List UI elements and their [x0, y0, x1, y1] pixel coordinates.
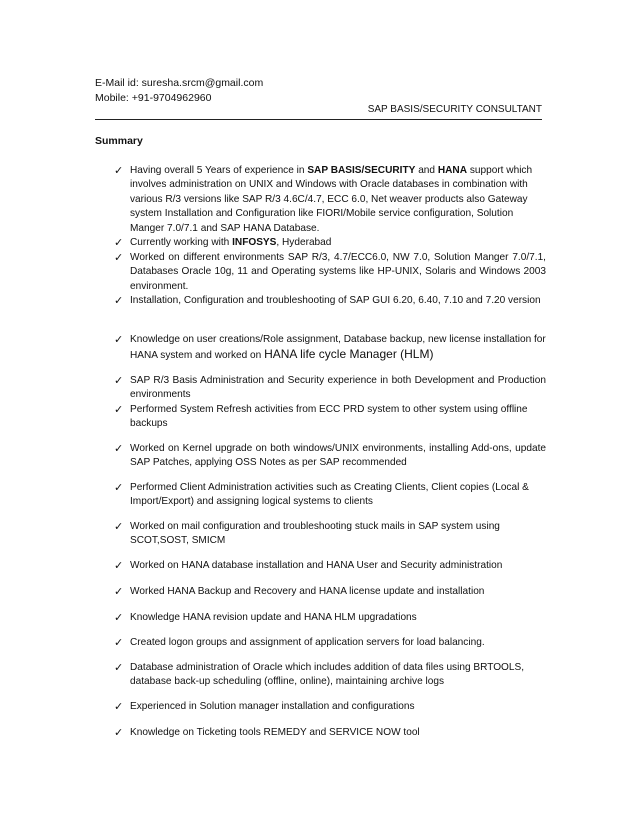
item-text-bold: HANA: [437, 165, 468, 176]
item-text: Installation, Configuration and troubleshooting of SAP GUI 6.20, 6.40, 7.10 and 7.20 version: [130, 295, 541, 306]
item-text: Having overall 5 Years of experience in: [130, 165, 308, 176]
list-item: [114, 164, 546, 236]
item-text: Worked on mail configuration and troubleshooting stuck mails in SAP system using SCOT,SOST, SMICM: [130, 521, 500, 547]
check-icon: ✓: [114, 443, 124, 455]
item-text: Worked on different environments SAP R/3, 4.7/ECC6.0, NW 7.0, Solution Manger 7.0/7.1, Databases Oracle 10g, 11 and Operating systems like HP-UNIX, Solaris and Windows 2003 environment.: [130, 252, 546, 292]
item-text: Knowledge HANA revision update and HANA HLM upgradations: [130, 612, 417, 623]
check-icon: ✓: [114, 237, 124, 249]
summary-heading: Summary: [95, 135, 143, 147]
check-icon: ✓: [114, 482, 124, 494]
check-icon: ✓: [114, 662, 124, 674]
list-item: [114, 700, 546, 714]
list-item: [114, 636, 546, 650]
list-item: [114, 251, 546, 294]
item-text: Worked on Kernel upgrade on both windows/UNIX environments, installing Add-ons, update SAP Patches, applying OSS Notes as per SAP recommended: [130, 443, 546, 469]
check-icon: ✓: [114, 560, 124, 572]
item-text: Performed System Refresh activities from ECC PRD system to other system using offline backups: [130, 404, 528, 430]
item-text-bold: SAP BASIS/SECURITY: [307, 165, 416, 176]
check-icon: ✓: [114, 612, 124, 624]
email-line: E-Mail id: suresha.srcm@gmail.com: [95, 77, 264, 89]
list-item: [114, 661, 546, 690]
check-icon: ✓: [114, 586, 124, 598]
item-text: , Hyderabad: [276, 237, 332, 248]
item-text: support which involves administration on UNIX and Windows with Oracle databases in combination with various R/3 versions like SAP R/3 4.6C/4.7, ECC 6.0, Net weaver products also Gateway system Installation and Configuration like FIORI/Mobile service configuration, Solution Manger 7.0/7.1 and SAP HANA Database.: [130, 165, 533, 234]
list-item: [114, 559, 546, 573]
item-text: Knowledge on user creations/Role assignment, Database backup, new license installation for HANA system and worked on: [130, 334, 546, 362]
item-text: Worked HANA Backup and Recovery and HANA license update and installation: [130, 586, 485, 597]
item-text: Knowledge on Ticketing tools REMEDY and SERVICE NOW tool: [130, 727, 420, 738]
list-item: [114, 726, 546, 740]
item-text: Currently working with: [130, 237, 233, 248]
check-icon: ✓: [114, 375, 124, 387]
list-item: [114, 333, 546, 364]
list-item: [114, 520, 546, 549]
check-icon: ✓: [114, 295, 124, 307]
list-item: [114, 611, 546, 625]
check-icon: ✓: [114, 701, 124, 713]
header-divider: [95, 119, 542, 120]
item-text-bold: INFOSYS: [232, 237, 277, 248]
item-text: SAP R/3 Basis Administration and Security experience in both Development and Production environments: [130, 375, 546, 401]
job-title: SAP BASIS/SECURITY CONSULTANT: [367, 104, 542, 115]
item-text: Created logon groups and assignment of application servers for load balancing.: [130, 637, 485, 648]
check-icon: ✓: [114, 334, 124, 346]
list-item: [114, 374, 546, 403]
check-icon: ✓: [114, 521, 124, 533]
mobile-line: Mobile: +91-9704962960: [95, 92, 212, 104]
list-item: [114, 481, 546, 510]
item-text-large: HANA life cycle Manager (HLM): [264, 347, 434, 362]
check-icon: ✓: [114, 637, 124, 649]
check-icon: ✓: [114, 252, 124, 264]
list-item: [114, 236, 546, 250]
item-text: Worked on HANA database installation and HANA User and Security administration: [130, 560, 503, 571]
check-icon: ✓: [114, 727, 124, 739]
list-item: [114, 294, 546, 308]
check-icon: ✓: [114, 165, 124, 177]
item-text: Performed Client Administration activities such as Creating Clients, Client copies (Local & Import/Export) and assigning logical systems to clients: [130, 482, 529, 508]
item-text: Experienced in Solution manager installation and configurations: [130, 701, 415, 712]
list-item: [114, 403, 546, 432]
item-text: and: [415, 165, 438, 176]
item-text: Database administration of Oracle which includes addition of data files using BRTOOLS, database back-up scheduling (offline, online), maintaining archive logs: [130, 662, 525, 688]
list-item: [114, 585, 546, 599]
list-item: [114, 442, 546, 471]
check-icon: ✓: [114, 404, 124, 416]
contact-block: [95, 76, 263, 106]
